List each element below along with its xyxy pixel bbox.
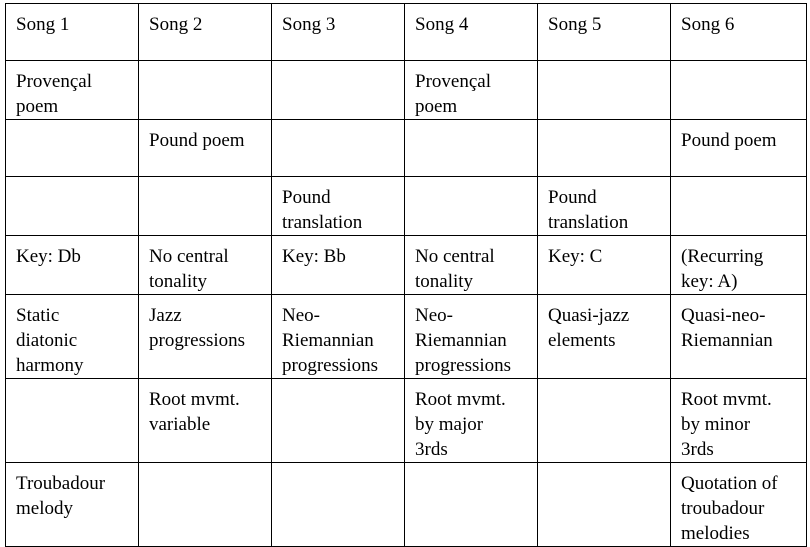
header-cell-song-6: Song 6 — [671, 4, 807, 61]
table-cell: Neo- Riemannian progressions — [272, 295, 405, 379]
table-cell: Provençal poem — [405, 61, 538, 120]
table-cell: Key: Bb — [272, 236, 405, 295]
table-cell — [139, 463, 272, 547]
table-cell: Key: C — [538, 236, 671, 295]
header-cell-song-2: Song 2 — [139, 4, 272, 61]
header-cell-song-4: Song 4 — [405, 4, 538, 61]
table-cell: Key: Db — [6, 236, 139, 295]
table-cell: No central tonality — [405, 236, 538, 295]
table-row-root-movement — [6, 379, 807, 463]
header-row — [6, 4, 807, 61]
table-row-text-source — [6, 61, 807, 120]
table-cell: Troubadour melody — [6, 463, 139, 547]
table-cell: Provençal poem — [6, 61, 139, 120]
table-cell: Quotation of troubadour melodies — [671, 463, 807, 547]
table-cell: Neo- Riemannian progressions — [405, 295, 538, 379]
table-row-pound-poem — [6, 120, 807, 177]
table-cell — [671, 61, 807, 120]
table-cell: No central tonality — [139, 236, 272, 295]
table-cell — [272, 61, 405, 120]
table-cell: Pound translation — [272, 177, 405, 236]
table-cell: Quasi-jazz elements — [538, 295, 671, 379]
table-cell — [272, 379, 405, 463]
table-row-melody — [6, 463, 807, 547]
table-cell — [139, 177, 272, 236]
table-cell — [671, 177, 807, 236]
song-comparison-table — [5, 3, 807, 547]
table-cell — [6, 120, 139, 177]
table-cell — [538, 379, 671, 463]
header-cell-song-1: Song 1 — [6, 4, 139, 61]
table-row-pound-translation — [6, 177, 807, 236]
table-row-harmony — [6, 295, 807, 379]
header-cell-song-3: Song 3 — [272, 4, 405, 61]
table-cell: Pound poem — [671, 120, 807, 177]
table-cell: Root mvmt. by minor 3rds — [671, 379, 807, 463]
table-cell — [6, 177, 139, 236]
table-cell: Quasi-neo- Riemannian — [671, 295, 807, 379]
table-cell: Root mvmt. by major 3rds — [405, 379, 538, 463]
table-cell: Jazz progressions — [139, 295, 272, 379]
table-cell — [272, 463, 405, 547]
table-row-key — [6, 236, 807, 295]
table-cell — [139, 61, 272, 120]
table-cell: Static diatonic harmony — [6, 295, 139, 379]
table-cell — [405, 463, 538, 547]
table-cell: Pound translation — [538, 177, 671, 236]
table-cell — [405, 177, 538, 236]
table-cell — [6, 379, 139, 463]
table-cell — [538, 120, 671, 177]
table-cell — [538, 61, 671, 120]
table-cell — [538, 463, 671, 547]
table-cell — [405, 120, 538, 177]
table-cell — [272, 120, 405, 177]
table-cell: (Recurring key: A) — [671, 236, 807, 295]
header-cell-song-5: Song 5 — [538, 4, 671, 61]
table-cell: Pound poem — [139, 120, 272, 177]
table-cell: Root mvmt. variable — [139, 379, 272, 463]
